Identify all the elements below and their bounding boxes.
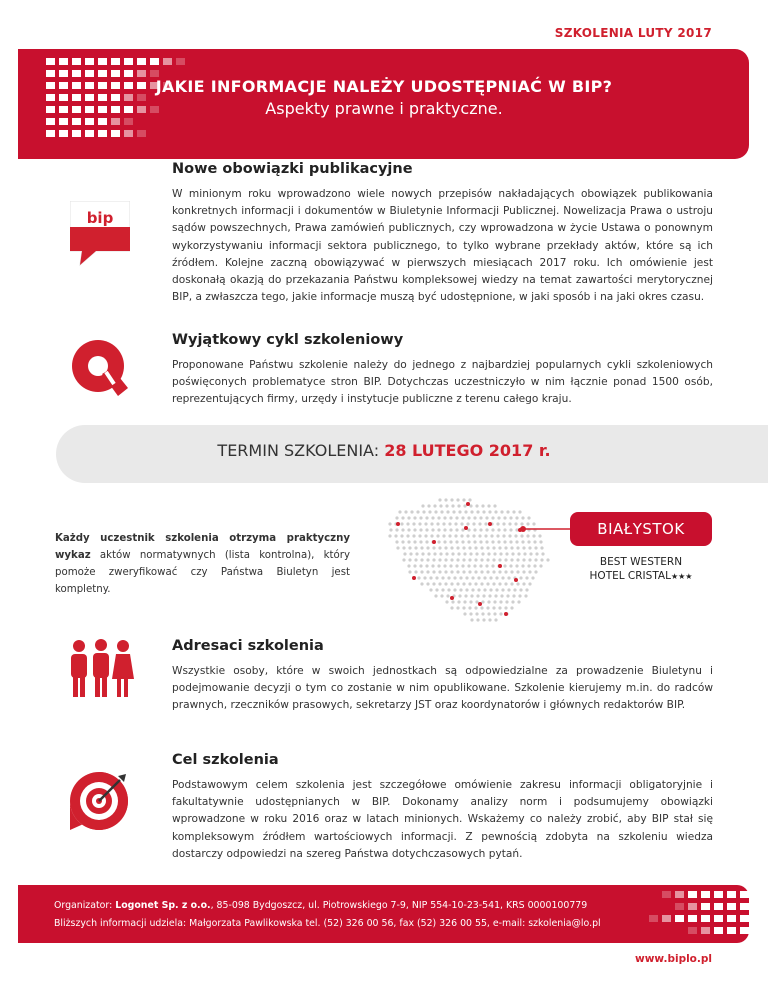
wykaz-bold: Każdy uczestnik szkolenia otrzyma praktyczny wykaz: [55, 533, 350, 561]
map-city-dot: [514, 578, 518, 582]
section-cel: [172, 752, 713, 863]
section-cykl: [172, 332, 713, 409]
map-city-dot: [488, 522, 492, 526]
section-title: Nowe obowiązki publikacyjne: [172, 161, 413, 177]
section-title: Wyjątkowy cykl szkoleniowy: [172, 332, 404, 348]
banner-title: JAKIE INFORMACJE NALEŻY UDOSTĘPNIAĆ W BIP?: [155, 77, 613, 96]
banner-subtitle: Aspekty prawne i praktyczne.: [265, 99, 503, 118]
footer-contact: Bliższych informacji udziela: Małgorzata Pawlikowska tel. (52) 326 00 56, fax (52) 326 00 55, e-mail: szkolenia@lo.pl: [54, 918, 601, 929]
section-text: Wszystkie osoby, które w swoich jednostkach są odpowiedzialne za prowadzenie Biuletynu i podejmowanie decyzji o tym co zostanie w nim opublikowane. Szkolenie kierujemy m.in. do radców prawnych, rzeczników prasowych, sekretarzy JST oraz koordynatorów i głównych redaktorów BIP.: [172, 665, 713, 712]
section-text: Proponowane Państwu szkolenie należy do jednego z najbardziej popularnych cykli szkoleniowych poświęconych problematyce stron BIP. Dotychczas uczestniczyło w nim łącznie ponad 1500 osób, reprezentujących firmy, urzędy i instytucje publiczne z terenu całego kraju.: [172, 359, 713, 406]
map-city-dot: [478, 602, 482, 606]
hotel-line1: BEST WESTERN: [599, 556, 683, 568]
hotel-stars: ★★★: [670, 572, 693, 581]
wykaz-rest: aktów normatywnych (lista kontrolna), który pomoże zweryfikować czy Państwa Biuletyn jest kompletny.: [55, 550, 350, 595]
footer-organizer: Organizator: Logonet Sp. z o.o., 85-098 Bydgoszcz, ul. Piotrowskiego 7-9, NIP 554-10-23-541, KRS 0000100779: [54, 900, 588, 911]
svg-text:bip: bip: [86, 209, 114, 227]
section-title: Cel szkolenia: [172, 752, 279, 768]
wykaz-text: [55, 530, 350, 598]
termin-label: TERMIN SZKOLENIA:: [217, 441, 385, 460]
q-quality-icon: [68, 336, 130, 398]
map-city-dot: [504, 612, 508, 616]
footer-bar: [18, 885, 749, 943]
map-city-dot: [464, 526, 468, 530]
section-obowiazki: [172, 161, 713, 306]
map-city-dot: [498, 564, 502, 568]
banner-squares: [46, 58, 185, 65]
section-text: Podstawowym celem szkolenia jest szczegółowe omówienie zakresu informacji obligatoryjnie i fakultatywnie udostępnianych w BIP. Dokonamy analizy norm i podsumujemy obowiązki wprowadzone w roku 2016 oraz w latach minionych. Wskażemy co należy zrobić, aby BIP stał się kompleksowym źródłem wartościowych informacji. Z pewnością zdobyta na szkoleniu wiedza dostarczy odpowiedzi na szereg Państwa dotychczasowych pytań.: [172, 779, 713, 860]
section-adresaci: [172, 638, 713, 715]
map-city-dot: [450, 596, 454, 600]
organizer-name: Logonet Sp. z o.o.: [115, 900, 211, 911]
map-city-dot: [412, 576, 416, 580]
hotel-name: [568, 555, 714, 584]
bip-logo-icon: [70, 201, 130, 267]
map-city-dot: [396, 522, 400, 526]
section-title: Adresaci szkolenia: [172, 638, 324, 654]
termin-date: 28 LUTEGO 2017 r.: [384, 441, 551, 460]
poland-map-icon: [380, 496, 560, 634]
footer-squares: [619, 891, 749, 934]
section-text: W minionym roku wprowadzono wiele nowych przepisów nakładających obowiązek publikowania konkretnych informacji i dokumentów w Biuletynie Informacji Publicznej. Nowelizacja Prawa o ustroju sądów powszechnych, Prawa zamówień publicznych, czy wprowadzona w życie Ustawa o ponownym wykorzystywaniu informacji sektora publicznego, to tylko wybrane przekłady aktów, które są ich źródłem. Kolejne zaczną obowiązywać w pierwszych miesiącach 2017 roku. Ich omówienie jest doskonałą okazją do przekazania Państwu kompleksowej wiedzy na temat zawartości merytorycznej BIP, a zwłaszcza tego, jakie informacje muszą być udostępnione, w jaki sposób i na jaki okres czasu.: [172, 188, 713, 304]
map-connector-line: [520, 526, 572, 532]
people-icon: [66, 639, 136, 699]
termin-text: [0, 441, 768, 460]
website-link[interactable]: www.biplo.pl: [635, 953, 712, 965]
city-badge: BIAŁYSTOK: [570, 512, 712, 546]
map-city-dot: [466, 502, 470, 506]
header-label: SZKOLENIA LUTY 2017: [554, 26, 712, 40]
target-icon: [68, 770, 130, 832]
hotel-line2: HOTEL CRISTAL: [589, 570, 671, 582]
map-city-dot: [432, 540, 436, 544]
